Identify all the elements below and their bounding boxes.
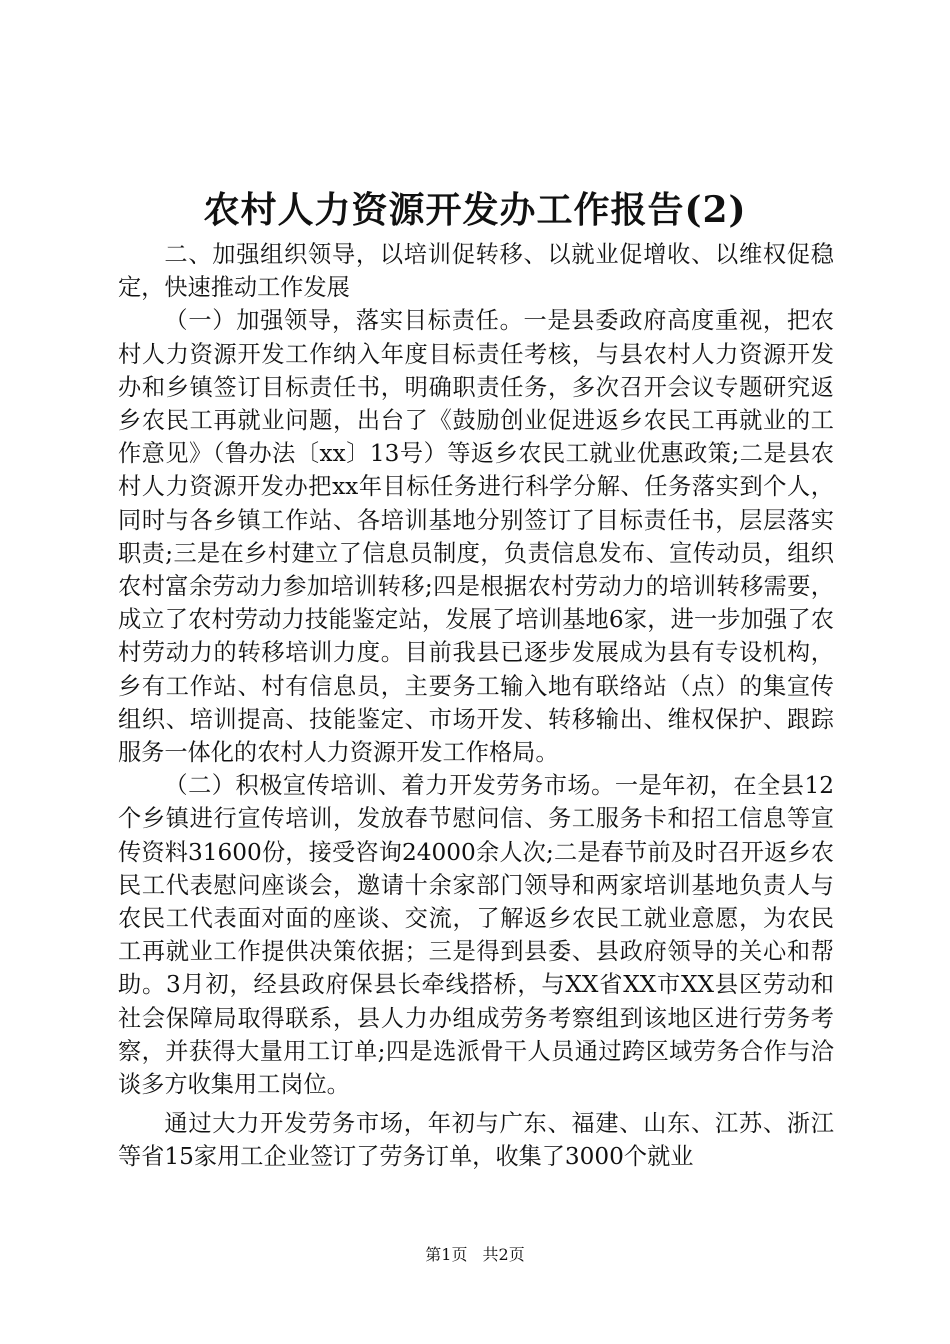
paragraph-leadership: （一）加强领导，落实目标责任。一是县委政府高度重视，把农村人力资源开发工作纳入年度目标责任考核，与县农村人力资源开发办和乡镇签订目标责任书，明确职责任务，多次召开会议专题研究返乡农民工再就业问题，出台了《鼓励创业促进返乡农民工再就业的工作意见》（鲁办法〔xx〕13号）等返乡农民工就业优惠政策;二是县农村人力资源开发办把xx年目标任务进行科学分解、任务落实到个人，同时与各乡镇工作站、各培训基地分别签订了目标责任书，层层落实职责;三是在乡村建立了信息员制度，负责信息发布、宣传动员，组织农村富余劳动力参加培训转移;四是根据农村劳动力的培训转移需要，成立了农村劳动力技能鉴定站，发展了培训基地6家，进一步加强了农村劳动力的转移培训力度。目前我县已逐步发展成为县有专设机构，乡有工作站、村有信息员，主要务工输入地有联络站（点）的集宣传组织、培训提高、技能鉴定、市场开发、转移输出、维权保护、跟踪服务一体化的农村人力资源开发工作格局。	[118, 307, 834, 767]
page-number-current: 第1页	[425, 1245, 468, 1264]
page-title: 农村人力资源开发办工作报告(2)	[203, 189, 747, 231]
page-footer	[0, 1244, 950, 1266]
paragraph-heading-section-2: 二、加强组织领导，以培训促转移、以就业促增收、以维权促稳定，快速推动工作发展	[118, 241, 834, 302]
document-body	[118, 238, 834, 1174]
paragraph-labor-market: 通过大力开发劳务市场，年初与广东、福建、山东、江苏、浙江等省15家用工企业签订了劳务订单，收集了3000个就业	[118, 1110, 834, 1171]
page-number-total: 共2页	[482, 1245, 525, 1264]
paragraph-publicity-training: （二）积极宣传培训、着力开发劳务市场。一是年初，在全县12个乡镇进行宣传培训，发放春节慰问信、务工服务卡和招工信息等宣传资料31600份，接受咨询24000余人次;二是春节前及时召开返乡农民工代表慰问座谈会，邀请十余家部门领导和两家培训基地负责人与农民工代表面对面的座谈、交流，了解返乡农民工就业意愿，为农民工再就业工作提供决策依据；三是得到县委、县政府领导的关心和帮助。3月初，经县政府保县长牵线搭桥，与XX省XX市XX县区劳动和社会保障局取得联系，县人力办组成劳务考察组到该地区进行劳务考察，并获得大量用工订单;四是选派骨干人员通过跨区域劳务合作与洽谈多方收集用工岗位。	[118, 772, 834, 1099]
